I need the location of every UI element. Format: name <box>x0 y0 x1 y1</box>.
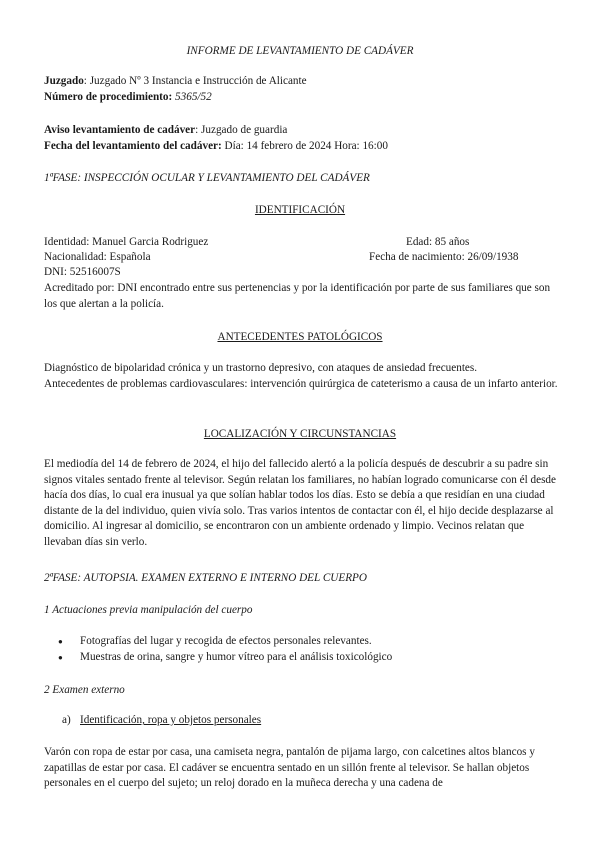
identidad: Identidad: Manuel Garcia Rodriguez <box>44 236 209 248</box>
aviso-line <box>44 123 287 139</box>
localizacion-paragraph: El mediodía del 14 de febrero de 2024, el hijo del fallecido alertó a la policía después de descubrir a su padre sin signos vitales sentado frente al televisor. Según relatan los familiares, no habían logrado comunicarse con él desde hacía dos días, lo cual era inusual ya que solían hablar todos los días. Esto se debía a que residían en una ciudad distante de la del individuo, quien vivía solo. Tras varios intentos de contactar con él, el hijo decide desplazarse al domicilio. Al ingresar al domicilio, se encontraron con un ambiente ordenado y limpio. Vecinos relatan que llevaban días sin verlo. <box>44 458 556 548</box>
antecedentes-line1: Diagnóstico de bipolaridad crónica y un trastorno depresivo, con ataques de ansiedad frecuentes. <box>44 362 478 374</box>
examen-externo-paragraph: Varón con ropa de estar por casa, una camiseta negra, pantalón de pijama largo, con calcetines altos blancos y zapatillas de estar por casa. El cadáver se encuentra sentado en un sillón frente al televisor. Se hallan objetos personales en el cuerpo del sujeto; un reloj dorado en la muñeca derecha y una cadena de <box>44 746 535 790</box>
antecedentes-heading: ANTECEDENTES PATOLÓGICOS <box>217 331 383 343</box>
localizacion-heading: LOCALIZACIÓN Y CIRCUNSTANCIAS <box>203 428 397 440</box>
actuaciones-item: ● Muestras de orina, sangre y humor vítreo para el análisis toxicológico <box>80 650 392 666</box>
fase2-title: 2ªFASE: AUTOPSIA. EXAMEN EXTERNO E INTERNO DEL CUERPO <box>44 572 367 584</box>
examen-externo-heading: 2 Examen externo <box>44 684 125 696</box>
document-title: INFORME DE LEVANTAMIENTO DE CADÁVER <box>186 45 414 57</box>
fecha-line <box>44 139 388 155</box>
nacionalidad: Nacionalidad: Española <box>44 251 151 263</box>
aviso-value: : Juzgado de guardia <box>195 124 288 136</box>
aviso-label: Aviso levantamiento de cadáver <box>44 124 196 136</box>
edad: Edad: 85 años <box>406 236 470 248</box>
fase1-title: 1ªFASE: INSPECCIÓN OCULAR Y LEVANTAMIENTO DEL CADÁVER <box>44 172 370 184</box>
juzgado-value: : Juzgado Nº 3 Instancia e Instrucción de Alicante <box>83 75 307 87</box>
fecha-value: Día: 14 febrero de 2024 Hora: 16:00 <box>221 140 388 152</box>
actuaciones-heading: 1 Actuaciones previa manipulación del cuerpo <box>44 604 253 616</box>
juzgado-line <box>44 74 307 90</box>
actuaciones-item: ● Fotografías del lugar y recogida de efectos personales relevantes. <box>80 634 372 650</box>
dni: DNI: 52516007S <box>44 266 121 278</box>
identificacion-heading: IDENTIFICACIÓN <box>254 204 346 216</box>
fecha-nacimiento: Fecha de nacimiento: 26/09/1938 <box>369 251 519 263</box>
juzgado-label: Juzgado <box>44 75 84 87</box>
procedimiento-label: Número de procedimiento: <box>44 91 173 103</box>
identificacion-ropa-heading: Identificación, ropa y objetos personales <box>80 714 262 726</box>
procedimiento-line <box>44 90 212 106</box>
antecedentes-line2: Antecedentes de problemas cardiovasculares: intervención quirúrgica de cateterismo a causa de un infarto anterior. <box>44 378 558 390</box>
acreditado-paragraph: Acreditado por: DNI encontrado entre sus pertenencias y por la identificación por parte de sus familiares que son los que alertan a la policía. <box>44 282 551 310</box>
fecha-label: Fecha del levantamiento del cadáver: <box>44 140 222 152</box>
sub-marker: a) <box>62 714 71 726</box>
procedimiento-value: 5365/52 <box>172 91 212 103</box>
